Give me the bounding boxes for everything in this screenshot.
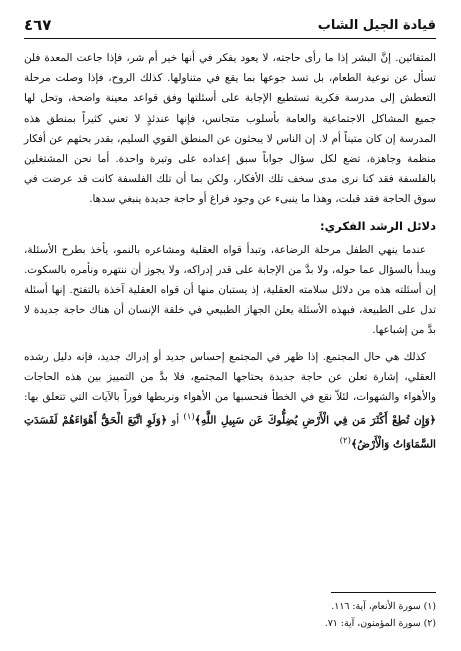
section-heading: دلائل الرشد الفكري:: [320, 218, 436, 233]
paragraph-3: [24, 347, 436, 455]
footnote-divider: [331, 592, 436, 593]
footnotes: [24, 598, 436, 632]
footnote-1: (١) سورة الأنعام، آية: ١١٦.: [331, 601, 436, 612]
quran-verse-2: ﴿وَلَوِ اتَّبَعَ الْحَقُّ أَهْوَاءَهُمْ لَفَسَدَتِ السَّمَاوَاتُ وَالْأَرْضُ﴾: [24, 414, 436, 451]
footnote-ref-1: (١): [183, 412, 195, 423]
footnote-2: (٢) سورة المؤمنون، آية: ٧١.: [324, 618, 436, 629]
connector-text: أو: [167, 414, 184, 427]
page-number: ٤٦٧: [24, 16, 52, 34]
body-text: [24, 48, 436, 461]
book-page: [24, 12, 436, 642]
paragraph-2: عندما ينهي الطفل مرحلة الرضاعة، وتبدأ قواه العقلية ومشاعره بالنمو، يأخذ بطرح الأسئلة، ويبدأ بالسؤال عما حوله، ولا بدَّ من الإجابة على قدر إدراكه، ولا يجوز أن ننتهره ونأمره بالسكوت. إن أسئلته هذه من دلائل سلامته العقلية، إذ يستبان منها أن قواه العقلية آخذة بالتفتح. إنها أسئلة تدل على الطبيعة، فبهذه الأسئلة يعلن الجهاز الطبيعي في خلقة الإنسان أن هناك حاجة جديدة لا بدَّ من إشباعها.: [24, 243, 436, 337]
paragraph-1: المتفائين. إنَّ البشر إذا ما رأى حاجته، لا يعود يفكر في أنها خير أم شر، فإذا جاعت المعدة فلن تسأل عن نوعية الطعام، بل تسد جوعها بما يقع في متناولها. كذلك الروح، فإذا وصلت مرحلة التعطش إلى مدرسة فكرية تستطيع الإجابة على أسئلتها وفق قواعد معينة واضحة، وتحل لها جميع المشاكل الاجتماعية والعامة بأسلوب متجانس، فإنها عندئذٍ لا تعني كثيراً بمنطق هذه المدرسة إن كان متيناً أم لا. إن الناس لا يبحثون عن المنطق القوي السليم، بقدر بحثهم عن أفكار منظمة وجاهزة، تضع لكل سؤال جواباً سبق إعداده على وتيرة واحدة. أما نحن المشتغلين بالفلسفة فقد كنا نرى مدى سخف تلك الأفكار، ولكن بما أن تلك الفلسفة كانت قد عرضت في سوق الحاجة فقد قبلت، وهذا ما ينبىء عن وجود فراغ أو حاجة جديدة ينبغي سدها.: [24, 52, 436, 206]
paragraph-3-intro: كذلك هي حال المجتمع. إذا ظهر في المجتمع إحساس جديد أو إدراك جديد، فإنه دليل رشده العقلي، إشارة تعلن عن حاجة جديدة يحتاجها المجتمع، فلا بدَّ من التمييز بين هذه الحاجات والأهواء والشهوات، لئلاّ نقع في الخطأ فنحسبها من الأهواء ونربطها فوراً بالآيات التي تتعلق بها:: [24, 350, 436, 404]
book-title: قيادة الجيل الشاب: [317, 17, 436, 33]
quran-verse-1: ﴿وَإِن تُطِعْ أَكْثَرَ مَن فِي الْأَرْضِ يُضِلُّوكَ عَن سَبِيلِ اللَّهِ﴾: [194, 414, 436, 427]
footnote-ref-2: (٢): [339, 435, 352, 446]
page-header: [24, 12, 436, 39]
